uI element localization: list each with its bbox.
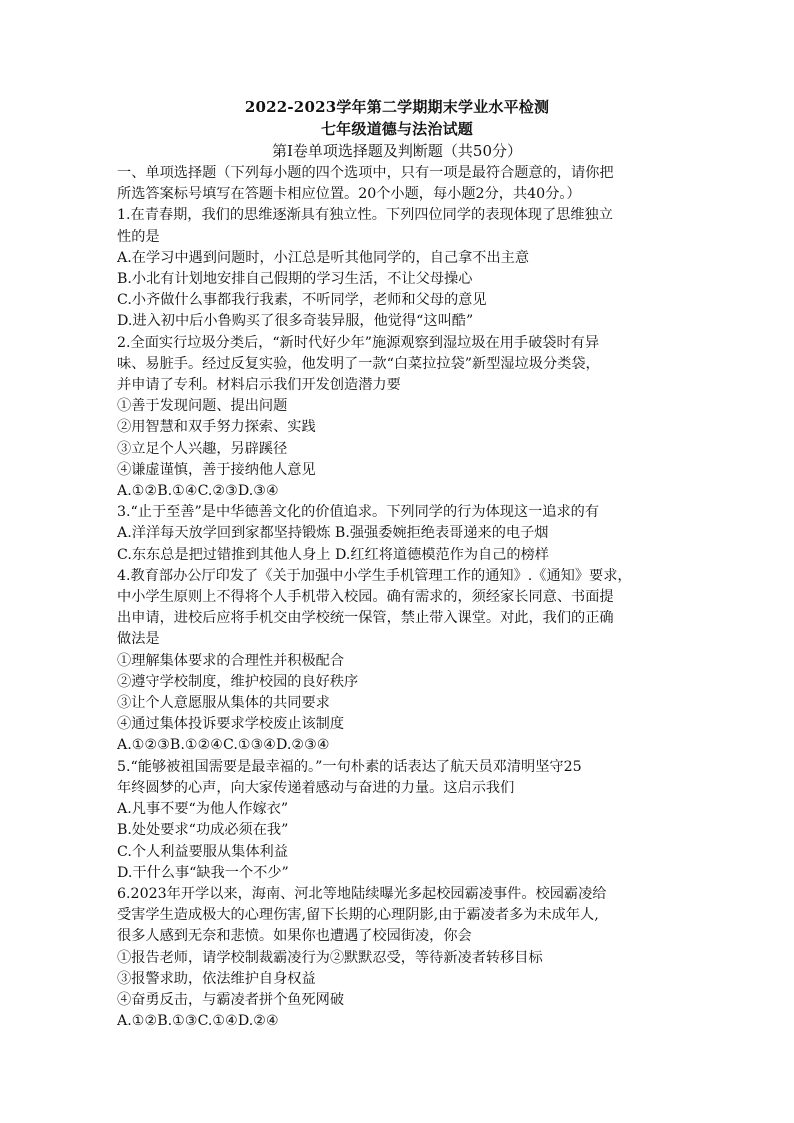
question-stem: 中小学生原则上不得将个人手机带入校园。确有需求的，须经家长同意、书面提 xyxy=(117,589,614,606)
text-line: 所选答案标号填写在答题卡相应位置。20个小题，每小题2分，共40分。） xyxy=(117,186,581,203)
question-stem: 3.“止于至善”是中华德善文化的价值追求。下列同学的行为体现这一追求的有 xyxy=(117,504,600,521)
list-item: ②用智慧和双手努力探索、实践 xyxy=(117,419,316,436)
question-stem: 1.在青春期，我们的思维逐渐具有独立性。下列四位同学的表现体现了思维独立 xyxy=(117,207,613,224)
question-stem: 性的是 xyxy=(117,228,160,245)
question-stem: 出申请，进校后应将手机交由学校统一保管，禁止带入课堂。对此，我们的正确 xyxy=(117,610,614,627)
answer-option: A.①②B.①③C.①④D.②④ xyxy=(117,1013,279,1030)
list-item: ③立足个人兴趣，另辟蹊径 xyxy=(117,440,288,457)
list-item: ④奋勇反击，与霸凌者拼个鱼死网破 xyxy=(117,991,345,1008)
question-stem: 很多人感到无奈和悲愤。如果你也遭遇了校园街凌，你会 xyxy=(117,928,472,945)
answer-option: A.凡事不要“为他人作嫁衣” xyxy=(117,801,289,818)
answer-option: A.在学习中遇到问题时，小江总是听其他同学的，自己拿不出主意 xyxy=(117,249,530,266)
question-stem: 2.全面实行垃圾分类后，“新时代好少年”施源观察到湿垃圾在用手破袋时有异 xyxy=(117,334,600,351)
question-stem: 6.2023年开学以来，海南、河北等地陆续曝光多起校园霸凌事件。校园霸凌给 xyxy=(117,885,607,902)
list-item: ③让个人意愿服从集体的共同要求 xyxy=(117,695,330,712)
list-item: ①善于发现问题、提出问题 xyxy=(117,398,288,415)
list-item: ④谦虚谨慎，善于接纳他人意见 xyxy=(117,461,316,478)
question-stem: 年终圆梦的心声，向大家传递着感动与奋进的力量。这启示我们 xyxy=(117,779,515,796)
list-item: ②遵守学校制度，维护校园的良好秩序 xyxy=(117,673,359,690)
answer-option: B.处处要求“功成必须在我” xyxy=(117,822,289,839)
answer-option: C.个人利益要服从集体利益 xyxy=(117,843,288,860)
answer-option: D.进入初中后小鲁购买了很多奇装异服，他觉得“这叫酷” xyxy=(117,313,474,330)
question-stem: 并申请了专利。材料启示我们开发创造潜力要 xyxy=(117,377,401,394)
answer-option: A.洋洋每天放学回到家都坚持锻炼 B.强强委婉拒绝表哥递来的电子烟 xyxy=(117,525,549,542)
question-stem: 味、易脏手。经过反复实验，他发明了一款“白菜拉拉袋”新型湿垃圾分类袋， xyxy=(117,355,600,372)
list-item: ③报警求助，依法维护自身权益 xyxy=(117,970,316,987)
text-line: 一、单项选择题（下列每小题的四个选项中，只有一项是最符合题意的，请你把 xyxy=(117,165,614,181)
exam-body xyxy=(117,163,687,1032)
list-item: ①报告老师，请学校制裁霸凌行为②默默忍受，等待新凌者转移目标 xyxy=(117,949,543,966)
answer-option: D.干什么事“缺我一个不少” xyxy=(117,864,289,881)
list-item: ①理解集体要求的合理性并积极配合 xyxy=(117,652,345,669)
list-item: ④通过集体投诉要求学校废止该制度 xyxy=(117,716,345,733)
exam-title: 2022-2023学年第二学期期末学业水平检测 xyxy=(244,98,550,116)
question-stem: 做法是 xyxy=(117,631,160,648)
exam-subject: 七年级道德与法治试题 xyxy=(320,120,473,138)
exam-header xyxy=(0,96,794,162)
question-stem: 4.教育部办公厅印发了《关于加强中小学生手机管理工作的通知》.《通知》要求， xyxy=(117,567,632,584)
answer-option: C.东东总是把过错推到其他人身上 D.红红将道德模范作为自己的榜样 xyxy=(117,546,549,563)
answer-option: A.①②③B.①②④C.①③④D.②③④ xyxy=(117,737,330,754)
answer-option: B.小北有计划地安排自己假期的学习生活，不让父母操心 xyxy=(117,271,473,288)
answer-option: C.小齐做什么事都我行我素，不听同学，老师和父母的意见 xyxy=(117,292,487,309)
question-stem: 受害学生造成极大的心理伤害,留下长期的心理阴影,由于霸凌者多为未成年人, xyxy=(117,907,599,924)
section-heading: 第Ⅰ卷单项选择题及判断题（共50分） xyxy=(271,142,522,160)
answer-option: A.①②B.①④C.②③D.③④ xyxy=(117,483,279,500)
question-stem: 5.“能够被祖国需要是最幸福的。”一句朴素的话表达了航天员邓清明坚守25 xyxy=(117,758,582,775)
